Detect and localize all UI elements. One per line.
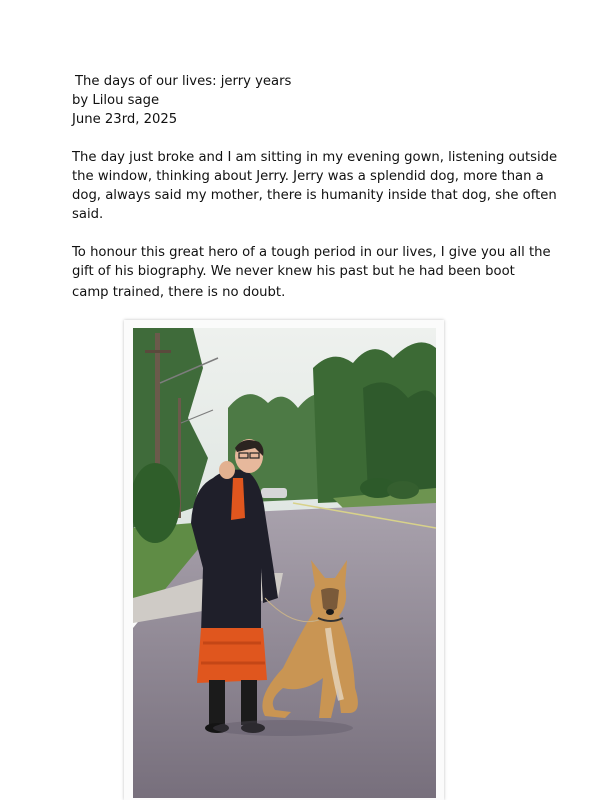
- paragraph-line: camp trained, there is no doubt.: [72, 285, 286, 300]
- paragraph-line: The day just broke and I am sitting in my evening gown, listening outside: [72, 150, 558, 165]
- document-byline: by Lilou sage: [72, 93, 160, 108]
- paragraph-line: To honour this great hero of a tough period in our lives, I give you all the: [72, 245, 551, 260]
- paragraph-line: the window, thinking about Jerry. Jerry was a splendid dog, more than a: [72, 169, 544, 184]
- paragraph-line: gift of his biography. We never knew his past but he had been boot: [72, 264, 515, 279]
- paragraph-intro: [72, 148, 558, 224]
- document-date: June 23rd, 2025: [72, 112, 178, 127]
- paragraph-line: dog, always said my mother, there is humanity inside that dog, she often: [72, 188, 557, 203]
- photo-illustration: [133, 328, 436, 798]
- paragraph-tribute: [72, 243, 551, 302]
- paragraph-line: said.: [72, 207, 104, 222]
- photo-frame: [124, 320, 444, 800]
- document-title: The days of our lives: jerry years: [75, 74, 292, 89]
- photo-woman-with-dog: [133, 328, 436, 798]
